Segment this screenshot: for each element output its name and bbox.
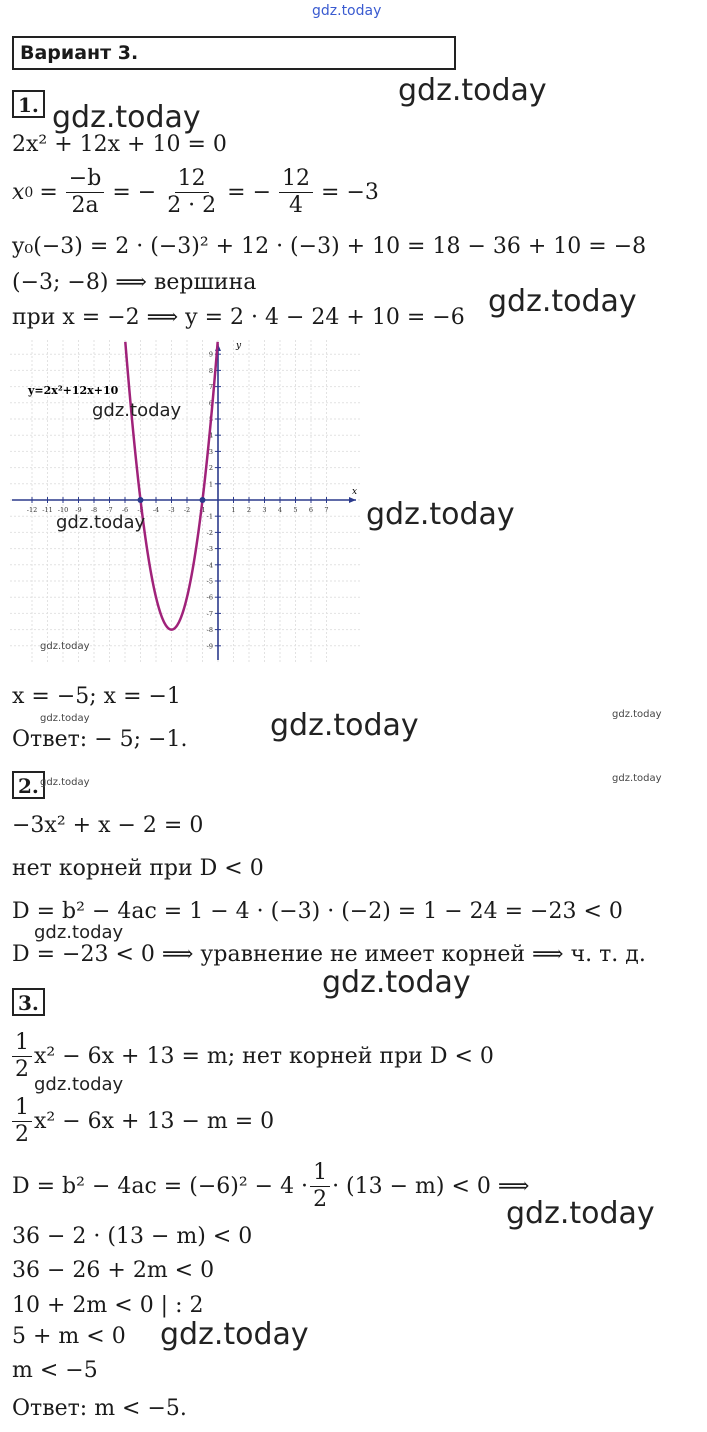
- fraction-one-half: [12, 1030, 32, 1083]
- graph-title: y=2x²+12x+10: [28, 384, 119, 397]
- x-tick-label: 5: [293, 506, 298, 514]
- watermark: gdz.today: [506, 1196, 655, 1231]
- x0-result: = −3: [321, 180, 379, 205]
- x-tick-label: -6: [121, 506, 129, 514]
- x-tick-label: 4: [277, 506, 283, 514]
- watermark: gdz.today: [52, 100, 201, 135]
- task1-answer: Ответ: − 5; −1.: [12, 727, 188, 752]
- fraction-minus-b-over-2a: [66, 166, 105, 219]
- task3-line3-end: · (13 − m) < 0 ⟹: [332, 1174, 530, 1199]
- fraction-12-over-4: [279, 166, 313, 219]
- watermark: gdz.today: [92, 400, 182, 421]
- fraction-numerator: 1: [12, 1030, 32, 1057]
- y-tick-label: -2: [206, 528, 213, 537]
- watermark: gdz.today: [40, 777, 90, 788]
- y-tick-label: 3: [208, 447, 213, 456]
- x-tick-label: -7: [106, 506, 113, 514]
- task1-at-x-line: при x = −2 ⟹ y = 2 · 4 − 24 + 10 = −6: [12, 305, 465, 330]
- task2-conclusion: D = −23 < 0 ⟹ уравнение не имеет корней ⟹ ч. т. д.: [12, 942, 646, 967]
- fraction-one-half: [12, 1095, 32, 1148]
- task3-line1-rest: x² − 6x + 13 = m; нет корней при D < 0: [34, 1044, 494, 1069]
- x-axis-label: x: [352, 487, 358, 497]
- fraction-denominator: 4: [289, 193, 304, 218]
- watermark: gdz.today: [40, 641, 90, 652]
- x-tick-label: -9: [75, 506, 82, 514]
- y-tick-label: -5: [206, 577, 213, 586]
- task3-line8: m < −5: [12, 1358, 98, 1383]
- x-tick-label: -11: [42, 506, 53, 514]
- watermark: gdz.today: [160, 1317, 309, 1352]
- fraction-numerator: 1: [310, 1160, 330, 1187]
- task1-vertex-x-formula: [12, 166, 379, 219]
- watermark: gdz.today: [612, 709, 662, 720]
- watermark: gdz.today: [270, 708, 419, 743]
- x-tick-label: -1: [199, 506, 206, 514]
- fraction-numerator: 12: [175, 166, 209, 193]
- task3-line3: [12, 1160, 529, 1213]
- variant-label: Вариант 3.: [20, 42, 139, 64]
- fraction-denominator: 2: [15, 1122, 29, 1147]
- task1-vertex-line: (−3; −8) ⟹ вершина: [12, 270, 257, 295]
- fraction-denominator: 2 · 2: [167, 193, 217, 218]
- x-tick-label: -3: [168, 506, 175, 514]
- fraction-numerator: −b: [66, 166, 105, 193]
- fraction-denominator: 2a: [71, 193, 99, 218]
- x0-eq1: =: [39, 180, 58, 205]
- task3-line2: [10, 1095, 274, 1148]
- y-axis-label: y: [236, 341, 242, 351]
- x-tick-label: -4: [152, 506, 160, 514]
- y-tick-label: -4: [206, 561, 213, 570]
- x-tick-label: -2: [183, 506, 191, 514]
- watermark: gdz.today: [398, 73, 547, 108]
- watermark: gdz.today: [612, 773, 662, 784]
- fraction-denominator: 2: [15, 1057, 29, 1082]
- task1-y0-line: y₀(−3) = 2 · (−3)² + 12 · (−3) + 10 = 18 − 36 + 10 = −8: [12, 234, 647, 259]
- watermark: gdz.today: [40, 713, 90, 724]
- variant-header: [12, 36, 456, 70]
- task3-line4: 36 − 2 · (13 − m) < 0: [12, 1224, 253, 1249]
- task2-discriminant: D = b² − 4ac = 1 − 4 · (−3) · (−2) = 1 − 24 = −23 < 0: [12, 899, 623, 924]
- watermark: gdz.today: [366, 497, 515, 532]
- task1-equation: 2x² + 12x + 10 = 0: [12, 132, 227, 157]
- y-tick-label: 5: [208, 415, 213, 424]
- task3-line5: 36 − 26 + 2m < 0: [12, 1258, 215, 1283]
- fraction-one-half: [310, 1160, 330, 1213]
- watermark-top: gdz.today: [312, 3, 382, 19]
- x0-eq3: = −: [227, 180, 272, 205]
- y-tick-label: -7: [206, 609, 213, 618]
- task1-number: 1.: [12, 90, 45, 118]
- watermark: gdz.today: [34, 1074, 124, 1095]
- fraction-denominator: 2: [313, 1187, 328, 1212]
- task3-answer: Ответ: m < −5.: [12, 1396, 187, 1421]
- x-tick-label: -8: [90, 506, 98, 514]
- watermark: gdz.today: [322, 965, 471, 1000]
- fraction-12-over-2x2: [164, 166, 219, 219]
- y-tick-label: 1: [208, 480, 213, 489]
- y-tick-label: -9: [206, 642, 213, 651]
- y-tick-label: 6: [208, 399, 213, 408]
- x-axis-arrow: [349, 497, 356, 503]
- task3-line3-start: D = b² − 4ac = (−6)² − 4 ·: [12, 1174, 309, 1199]
- x-tick-label: -5: [137, 506, 144, 514]
- watermark: gdz.today: [56, 512, 146, 533]
- task2-number: 2.: [12, 771, 45, 799]
- x-tick-label: -10: [57, 506, 69, 514]
- root-point: [138, 497, 144, 503]
- x0-subscript: 0: [24, 184, 34, 201]
- x-tick-label: 1: [231, 506, 236, 514]
- parabola-graph: [10, 340, 360, 662]
- y-tick-label: 9: [208, 350, 213, 359]
- y-tick-label: -8: [206, 626, 213, 635]
- task2-condition: нет корней при D < 0: [12, 856, 264, 881]
- x-tick-label: 3: [262, 506, 267, 514]
- x-tick-label: 6: [308, 506, 314, 514]
- task3-number: 3.: [12, 988, 45, 1016]
- y-tick-label: 8: [208, 366, 213, 375]
- y-tick-label: 2: [208, 464, 213, 473]
- y-tick-label: 7: [208, 383, 213, 392]
- x-tick-label: 7: [324, 506, 329, 514]
- watermark: gdz.today: [488, 284, 637, 319]
- task1-roots-line: x = −5; x = −1: [12, 684, 181, 709]
- x0-symbol: x: [12, 180, 25, 205]
- task2-equation: −3x² + x − 2 = 0: [12, 813, 204, 838]
- y-tick-label: 4: [208, 431, 213, 440]
- task3-line2-rest: x² − 6x + 13 − m = 0: [34, 1109, 275, 1134]
- x0-eq2: = −: [112, 180, 157, 205]
- watermark: gdz.today: [34, 922, 124, 943]
- y-tick-label: -3: [206, 545, 213, 554]
- task3-line7: 5 + m < 0: [12, 1324, 126, 1349]
- task3-line6: 10 + 2m < 0 | : 2: [12, 1293, 204, 1318]
- root-point: [200, 497, 206, 503]
- x-tick-label: -12: [26, 506, 38, 514]
- x-tick-label: 2: [246, 506, 252, 514]
- fraction-numerator: 12: [279, 166, 313, 193]
- y-tick-label: -6: [206, 593, 213, 602]
- y-tick-label: -1: [206, 512, 213, 521]
- fraction-numerator: 1: [12, 1095, 32, 1122]
